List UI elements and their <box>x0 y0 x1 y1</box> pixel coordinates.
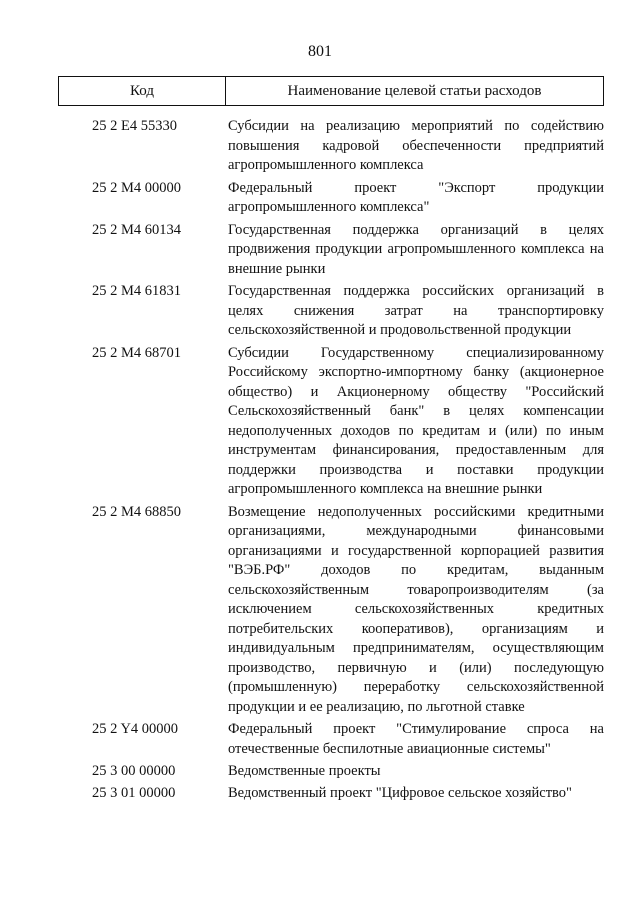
row-code: 25 3 01 00000 <box>92 784 176 801</box>
table-row <box>58 784 604 804</box>
table-row <box>58 762 604 782</box>
row-name: Государственная поддержка российских организаций в целях снижения затрат на транспортировку сельскохозяйственной и продовольственной продукции <box>228 283 604 338</box>
row-code: 25 3 00 00000 <box>92 763 176 779</box>
table-body <box>58 117 604 803</box>
row-code: 25 2 E4 55330 <box>92 118 177 134</box>
table-row <box>58 282 604 341</box>
row-name: Ведомственный проект "Цифровое сельское хозяйство" <box>228 784 572 801</box>
table-row <box>58 179 604 218</box>
table-row <box>58 117 604 176</box>
table-header <box>58 76 604 106</box>
row-code: 25 2 M4 68850 <box>92 503 182 520</box>
row-code: 25 2 M4 60134 <box>92 221 182 238</box>
table-row <box>58 221 604 280</box>
row-name: Субсидии Государственному специализированному Российскому экспортно-импортному банку (акционерное общество) и Акционерному обществу "Российский Сельскохозяйственный банк" в целях компенсации недополученных доходов по кредитам и (или) по иным инструментам финансирования, предоставленным для поддержки производства и поставки продукции агропромышленного комплекса на внешние рынки <box>228 344 604 497</box>
header-code: Код <box>59 77 226 105</box>
row-code: 25 2 Y4 00000 <box>92 721 179 737</box>
page-number: 801 <box>308 43 332 60</box>
table-row <box>58 503 604 718</box>
row-code: 25 2 M4 68701 <box>92 344 182 361</box>
row-code: 25 2 M4 61831 <box>92 283 182 299</box>
row-name: Ведомственные проекты <box>228 763 381 779</box>
table-row <box>58 720 604 759</box>
table-row <box>58 344 604 500</box>
row-code: 25 2 M4 00000 <box>92 179 182 196</box>
header-name: Наименование целевой статьи расходов <box>287 82 542 99</box>
row-name: Государственная поддержка организаций в целях продвижения продукции агропромышленного комплекса на внешние рынки <box>228 221 604 277</box>
row-name: Возмещение недополученных российскими кредитными организациями, международными финансовыми организациями и государственной корпорацией развития "ВЭБ.РФ" доходов по кредитам, выданным сельскохозяйственным товаропроизводителям (за исключением сельскохозяйственных кредитных потребительских кооперативов), организациям и индивидуальным предпринимателям, осуществляющим производство, первичную и (или) последующую (промышленную) переработку сельскохозяйственной продукции и ее реализацию, по льготной ставке <box>228 503 604 715</box>
row-name: Федеральный проект "Экспорт продукции агропромышленного комплекса" <box>228 179 604 215</box>
row-name: Федеральный проект "Стимулирование спроса на отечественные беспилотные авиационные системы" <box>228 721 604 757</box>
row-name: Субсидии на реализацию мероприятий по содействию повышения кадровой обеспеченности предприятий агропромышленного комплекса <box>228 118 604 173</box>
